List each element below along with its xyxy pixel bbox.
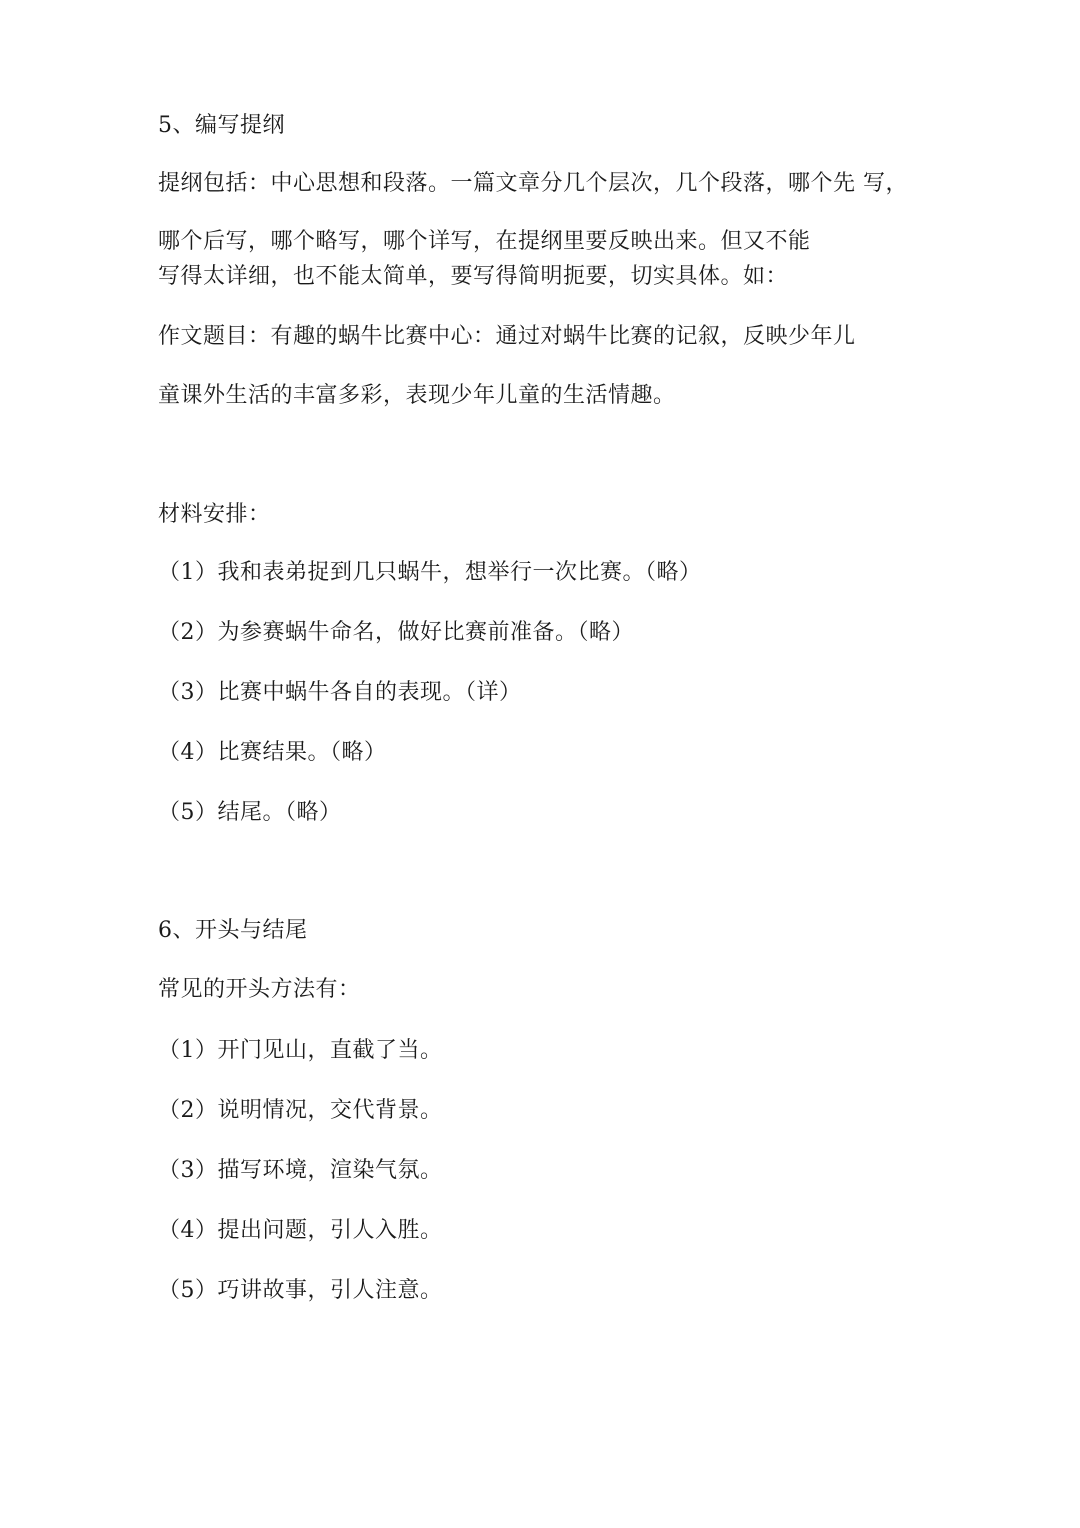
material-item: （4）比赛结果。（略）: [158, 740, 387, 765]
material-item: （2）为参赛蜗牛命名，做好比赛前准备。（略）: [158, 620, 634, 645]
section-6-heading: 6、开头与结尾: [158, 918, 308, 943]
material-item: （1）我和表弟捉到几只蜗牛，想举行一次比赛。（略）: [158, 560, 702, 585]
outline-paragraph-line: 作文题目：有趣的蜗牛比赛中心：通过对蜗牛比赛的记叙，反映少年儿: [158, 324, 856, 349]
material-arrangement-title: 材料安排：: [158, 502, 271, 527]
opening-method-item: （3）描写环境，渲染气氛。: [158, 1158, 443, 1183]
opening-methods-title: 常见的开头方法有：: [158, 977, 361, 1002]
opening-method-item: （1）开门见山，直截了当。: [158, 1038, 443, 1063]
outline-paragraph-line: 童课外生活的丰富多彩，表现少年儿童的生活情趣。: [158, 383, 676, 408]
outline-paragraph-line: 哪个后写，哪个略写，哪个详写，在提纲里要反映出来。但又不能: [158, 229, 811, 254]
outline-paragraph-line: 写得太详细，也不能太简单，要写得简明扼要，切实具体。如：: [158, 264, 789, 289]
section-5-heading: 5、编写提纲: [158, 113, 285, 138]
outline-paragraph-line: 提纲包括：中心思想和段落。一篇文章分几个层次，几个段落，哪个先 写，: [158, 171, 908, 196]
opening-method-item: （2）说明情况，交代背景。: [158, 1098, 443, 1123]
opening-method-item: （5）巧讲故事，引人注意。: [158, 1278, 443, 1303]
material-item: （3）比赛中蜗牛各自的表现。（详）: [158, 680, 522, 705]
opening-method-item: （4）提出问题，引人入胜。: [158, 1218, 443, 1243]
material-item: （5）结尾。（略）: [158, 800, 342, 825]
